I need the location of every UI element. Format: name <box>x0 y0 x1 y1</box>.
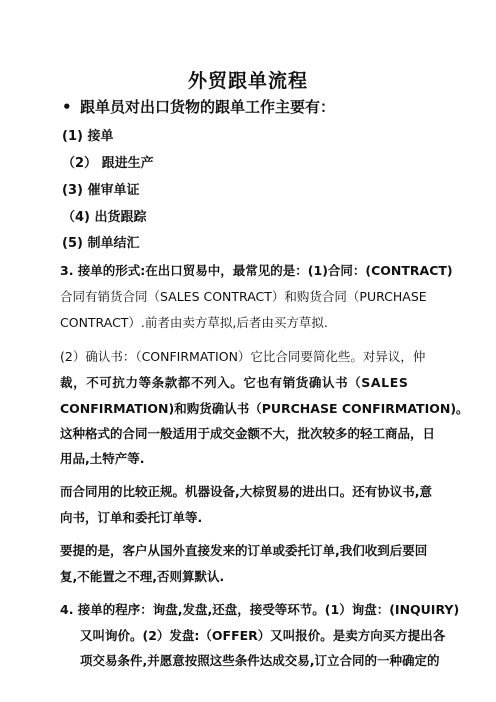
bullet-dot: • <box>62 98 72 116</box>
bullet-heading <box>62 99 335 115</box>
document-title: 外贸跟单流程 <box>187 70 308 92</box>
list-item: (1) 接单 <box>62 129 114 144</box>
list-item: （4) 出货跟踪 <box>62 210 147 225</box>
confirm-line: 用品,土特产等. <box>60 451 145 466</box>
para3-line: 3. 接单的形式:在出口贸易中，最常见的是：(1)合同：(CONTRACT) <box>60 263 453 278</box>
para4-line: 项交易条件,并愿意按照这些条件达成交易,订立合同的一种确定的 <box>80 653 440 668</box>
confirm-line: (2）确认书：（CONFIRMATION）它比合同要简化些。对异议，仲 <box>60 349 426 364</box>
list-item: (5) 制单结汇 <box>62 236 140 251</box>
para3-line: CONTRACT）.前者由卖方草拟,后者由买方草拟. <box>60 315 328 330</box>
para4-line: 又叫询价。(2）发盘:（OFFER）又叫报价。是卖方向买方提出各 <box>80 628 446 643</box>
formal-line: 而合同用的比较正规。机器设备,大棕贸易的进出口。还有协议书,意 <box>60 484 432 499</box>
para3-line: 合同有销货合同（SALES CONTRACT）和购货合同（PURCHASE <box>60 289 427 304</box>
list-item: （2） 跟进生产 <box>62 156 154 171</box>
note-line: 复,不能置之不理,否则算默认. <box>60 569 225 584</box>
confirm-line: 这种格式的合同一般适用于成交金额不大，批次较多的轻工商品，日 <box>60 426 436 441</box>
note-line: 要提的是，客户从国外直接发来的订单或委托订单,我们收到后要回 <box>60 543 428 558</box>
formal-line: 向书，订单和委托订单等. <box>60 510 203 525</box>
confirm-line: 裁，不可抗力等条款都不列入。它也有销货确认书（SALES <box>60 375 409 390</box>
confirm-line: CONFIRMATION)和购货确认书（PURCHASE CONFIRMATION)。 <box>60 401 469 416</box>
para4-line: 4. 接单的程序：询盘,发盘,还盘，接受等环节。(1）询盘：(INQUIRY) <box>60 602 460 617</box>
list-item: (3) 催审单证 <box>62 183 140 198</box>
bullet-text: 跟单员对出口货物的跟单工作主要有： <box>80 98 336 116</box>
